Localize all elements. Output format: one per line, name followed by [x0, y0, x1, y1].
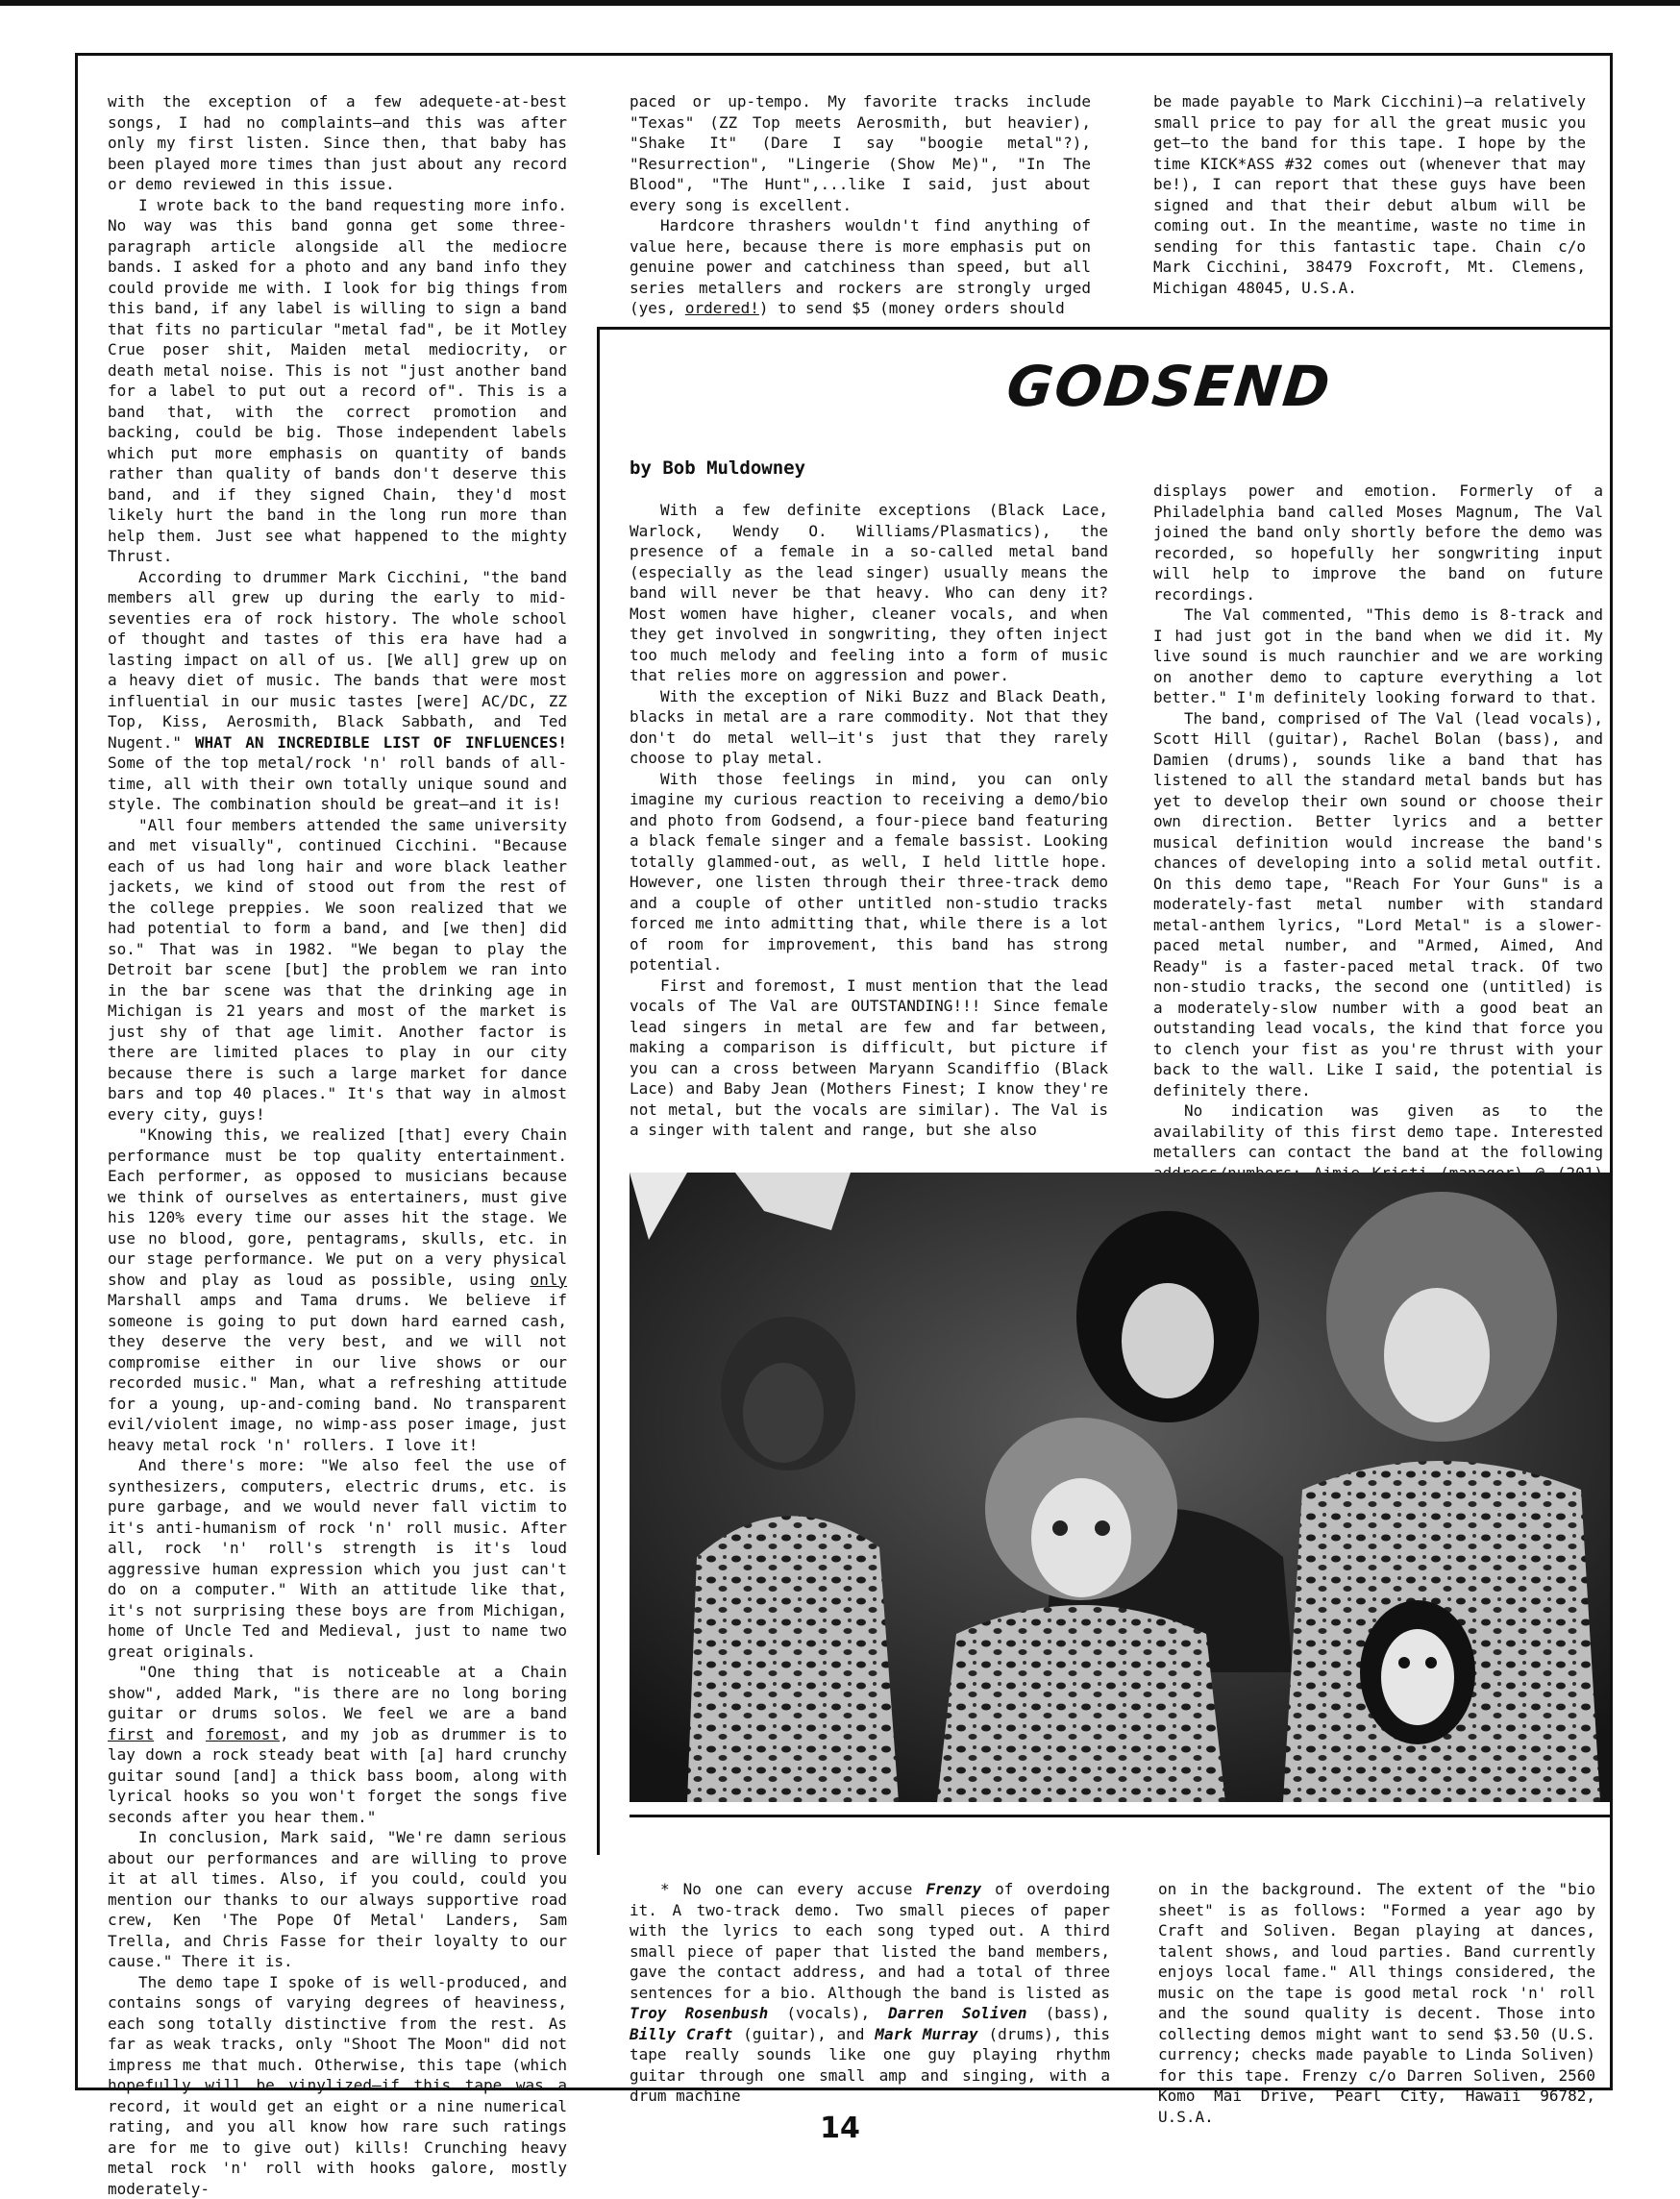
page-number: 14 — [792, 2112, 888, 2145]
underlined-text: first — [108, 1725, 154, 1743]
underlined-text: only — [530, 1271, 567, 1289]
band-photo — [630, 1173, 1610, 1802]
paragraph: "One thing that is noticeable at a Chain show", added Mark, "is there are no long boring guitar or drums solos. We feel we are a band first and foremost, and my job as drummer is to lay down a rock steady beat with [a] hard crunchy guitar sound [and] a thick bass boom, along with lyrical hooks so you won't forget the songs five seconds after you hear them." — [108, 1662, 567, 1827]
article-title: GODSEND — [1003, 354, 1241, 419]
band-photo-image — [630, 1173, 1610, 1802]
paragraph: With the exception of Niki Buzz and Black Death, blacks in metal are a rare commodity. Not that they don't do metal well—it's just that they rarely choose to play metal. — [630, 686, 1108, 769]
paragraph: I wrote back to the band requesting more info. No way was this band gonna get some three-paragraph article alongside all the mediocre bands. I asked for a photo and any band info they could provide me with. I look for big things from this band, if any label is willing to sign a band that fits no particular "metal fad", be it Motley Crue poser shit, Maiden metal mediocrity, or death metal noise. This is not "just another band for a label to put out a record of". This is a band that, with the correct promotion and backing, could be big. Those independent labels which put more emphasis on quantity of bands rather than quality of bands don't deserve this band, and if they signed Chain, they'd most likely hurt the band in the long run more than help them. Just see what happened to the mighty Thrust. — [108, 195, 567, 567]
paragraph: The demo tape I spoke of is well-produced, and contains songs of varying degrees of heaviness, each song totally distinctive from the rest. As far as weak tracks, only "Shoot The Moon" did not impress me that much. Otherwise, this tape (which hopefully will be vinylized—if this tape was a record, it would get an eight or a nine numerical rating, and you all know how rare such ratings are for me to give out) kills! Crunching heavy metal rock 'n' roll with hooks galore, mostly moderately- — [108, 1972, 567, 2199]
paragraph: With a few definite exceptions (Black Lace, Warlock, Wendy O. Williams/Plasmatics), the presence of a female in a so-called metal band (especially as the lead singer) usually means the band will never be that heavy. Who can deny it? Most women have higher, cleaner vocals, and when they get involved in songwriting, they often inject too much melody and feeling into a form of music that relies more on aggression and power. — [630, 500, 1108, 686]
godsend-column-left — [630, 500, 1108, 1141]
paragraph: In conclusion, Mark said, "We're damn serious about our performances and are willing to prove it at all times. Also, if you could, could you mention our thanks to our always supportive road crew, Ken 'The Pope Of Metal' Landers, Sam Trella, and Chris Fasse for their loyalty to our cause." There it is. — [108, 1827, 567, 1972]
paragraph: on in the background. The extent of the "bio sheet" is as follows: "Formed a year ago by Craft and Soliven. Began playing at dances, talent shows, and loud parties. Band currently enjoys local fame." All things considered, the music on the tape is good metal rock 'n' roll and the sound quality is decent. Those into collecting demos might want to send $3.50 (U.S. currency; checks made payable to Linda Soliven) for this tape. Frenzy c/o Darren Soliven, 2560 Komo Mai Drive, Pearl City, Hawaii 96782, U.S.A. — [1158, 1879, 1595, 2127]
paragraph: paced or up-tempo. My favorite tracks include "Texas" (ZZ Top meets Aerosmith, but heavier), "Shake It" (Dare I say "boogie metal"?), "Resurrection", "Lingerie (Show Me)", "In The Blood", "The Hunt",...like I said, just about every song is excellent. — [630, 91, 1091, 215]
paragraph: The band, comprised of The Val (lead vocals), Scott Hill (guitar), Rachel Bolan (bass), and Damien (drums), sounds like a band that has listened to all the standard metal bands but has yet to develop their own sound or choose their own direction. Better lyrics and a better musical definition would increase the band's chances of developing into a solid metal outfit. On this demo tape, "Reach For Your Guns" is a moderately-fast metal number with standard metal-anthem lyrics, "Lord Metal" is a slower-paced metal number, and "Armed, Aimed, And Ready" is a faster-paced metal track. Of two non-studio tracks, the second one (untitled) is a moderately-slow number with a good beat an outstanding lead vocals, the kind that force you to clench your fist as you're thrust with your back to the wall. Like I said, the potential is definitely there. — [1153, 708, 1603, 1101]
frenzy-review-right — [1158, 1879, 1595, 2127]
frenzy-review-left — [630, 1879, 1110, 2107]
paragraph: displays power and emotion. Formerly of a Philadelphia band called Moses Magnum, The Val joined the band only shortly before the demo was recorded, so hopefully her songwriting input will help to improve the band on future recordings. — [1153, 481, 1603, 605]
bold-text: WHAT AN INCREDIBLE LIST OF INFLUENCES! — [195, 733, 567, 752]
byline: by Bob Muldowney — [630, 457, 805, 479]
paragraph: Hardcore thrashers wouldn't find anything of value here, because there is more emphasis put on genuine power and catchiness than speed, but all series metallers and rockers are strongly urged (yes, ordered!) to send $5 (money orders should — [630, 215, 1091, 319]
paragraph: And there's more: "We also feel the use of synthesizers, computers, electric drums, etc. is pure garbage, and we would never fall victim to it's anti-humanism of rock 'n' roll music. After all, rock 'n' roll's strength is it's loud aggressive human expression which you just can't do on a computer." With an attitude like that, it's not surprising these boys are from Michigan, home of Uncle Ted and Medieval, just to name two great originals. — [108, 1455, 567, 1662]
paragraph: According to drummer Mark Cicchini, "the band members all grew up during the early to mid-seventies era of rock history. The whole school of thought and tastes of this era have had a lasting impact on all of us. [We all] grew up on a heavy diet of music. The bands that were most influential in our music tastes [were] AC/DC, ZZ Top, Kiss, Aerosmith, Black Sabbath, and Ted Nugent." WHAT AN INCREDIBLE LIST OF INFLUENCES! Some of the top metal/rock 'n' roll bands of all-time, all with their own totally unique sound and style. The combination should be great—and it is! — [108, 567, 567, 815]
paragraph: With those feelings in mind, you can only imagine my curious reaction to receiving a demo/bio and photo from Godsend, a four-piece band featuring a black female singer and a female bassist. Looking totally glammed-out, as well, I held little hope. However, one listen through their three-track demo and a couple of other untitled non-studio tracks forced me into admitting that, while there is a lot of room for improvement, this band has strong potential. — [630, 769, 1108, 976]
paragraph: * No one can every accuse Frenzy of overdoing it. A two-track demo. Two small pieces of paper with the lyrics to each song typed out. A third small piece of paper that listed the band members, gave the contact address, and had a total of three sentences for a bio. Although the band is listed as Troy Rosenbush (vocals), Darren Soliven (bass), Billy Craft (guitar), and Mark Murray (drums), this tape really sounds like one guy playing rhythm guitar through one small amp and singing, with a drum machine — [630, 1879, 1110, 2107]
chain-review-column-3 — [1153, 91, 1586, 298]
godsend-column-right — [1153, 481, 1603, 1224]
paragraph: No indication was given as to the availability of this first demo tape. Interested metallers can contact the band at the following — [1153, 1100, 1603, 1224]
paragraph: with the exception of a few adequete-at-best songs, I had no complaints—and this was after only my first listen. Since then, that baby has been played more times than just about any record or demo reviewed in this issue. — [108, 91, 567, 195]
paragraph: First and foremost, I must mention that the lead vocals of The Val are OUTSTANDING!!! Since female lead singers in metal are few and far between, making a comparison is difficult, but picture if you can a cross between Maryann Scandiffio (Black Lace) and Baby Jean (Mothers Finest; I know they're not metal, but the vocals are similar). The Val is a singer with talent and range, but she also — [630, 976, 1108, 1141]
section-divider — [630, 1815, 1610, 1817]
top-edge-bar — [0, 0, 1680, 6]
underlined-text: ordered! — [685, 299, 759, 317]
paragraph: be made payable to Mark Cicchini)—a relatively small price to pay for all the great music you get—to the band for this tape. I hope by the time KICK*ASS #32 comes out (whenever that may be!), I can report that these guys have been signed and that their debut album will be coming out. In the meantime, waste no time in sending for this fantastic tape. Chain c/o Mark Cicchini, 38479 Foxcroft, Mt. Clemens, Michigan 48045, U.S.A. — [1153, 91, 1586, 298]
chain-review-column-2 — [630, 91, 1091, 319]
chain-review-column-1 — [108, 91, 567, 2199]
paragraph: "Knowing this, we realized [that] every Chain performance must be top quality entertainment. Each performer, as opposed to musicians because we think of ourselves as entertainers, must give his 120% every time our asses hit the stage. We use no blood, gore, pentagrams, skulls, etc. in our stage performance. We put on a very physical show and play as loud as possible, using only Marshall amps and Tama drums. We believe if someone is going to put down hard earned cash, they deserve the very best, and we will not compromise either in our live shows or our recorded music." Man, what a refreshing attitude for a young, up-and-coming band. No transparent evil/violent image, no wimp-ass poser image, just heavy metal rock 'n' rollers. I love it! — [108, 1124, 567, 1455]
underlined-text: foremost — [206, 1725, 280, 1743]
paragraph: The Val commented, "This demo is 8-track and I had just got in the band when we did it. My live sound is much raunchier and we are working on another demo to capture everything a lot better." I'm definitely looking forward to that. — [1153, 605, 1603, 708]
paragraph: "All four members attended the same university and met visually", continued Cicchini. "Because each of us had long hair and wore black leather jackets, we kind of stood out from the rest of the college preppies. We soon realized that we had potential to form a band, and [we then] did so." That was in 1982. "We began to play the Detroit bar scene [but] the problem we ran into in the bar scene was that the drinking age in Michigan is 21 years and most of the market is just shy of that age limit. Another factor is there are limited places to play in our city because there is such a large market for dance bars and top 40 places." It's that way in almost every city, guys! — [108, 815, 567, 1125]
